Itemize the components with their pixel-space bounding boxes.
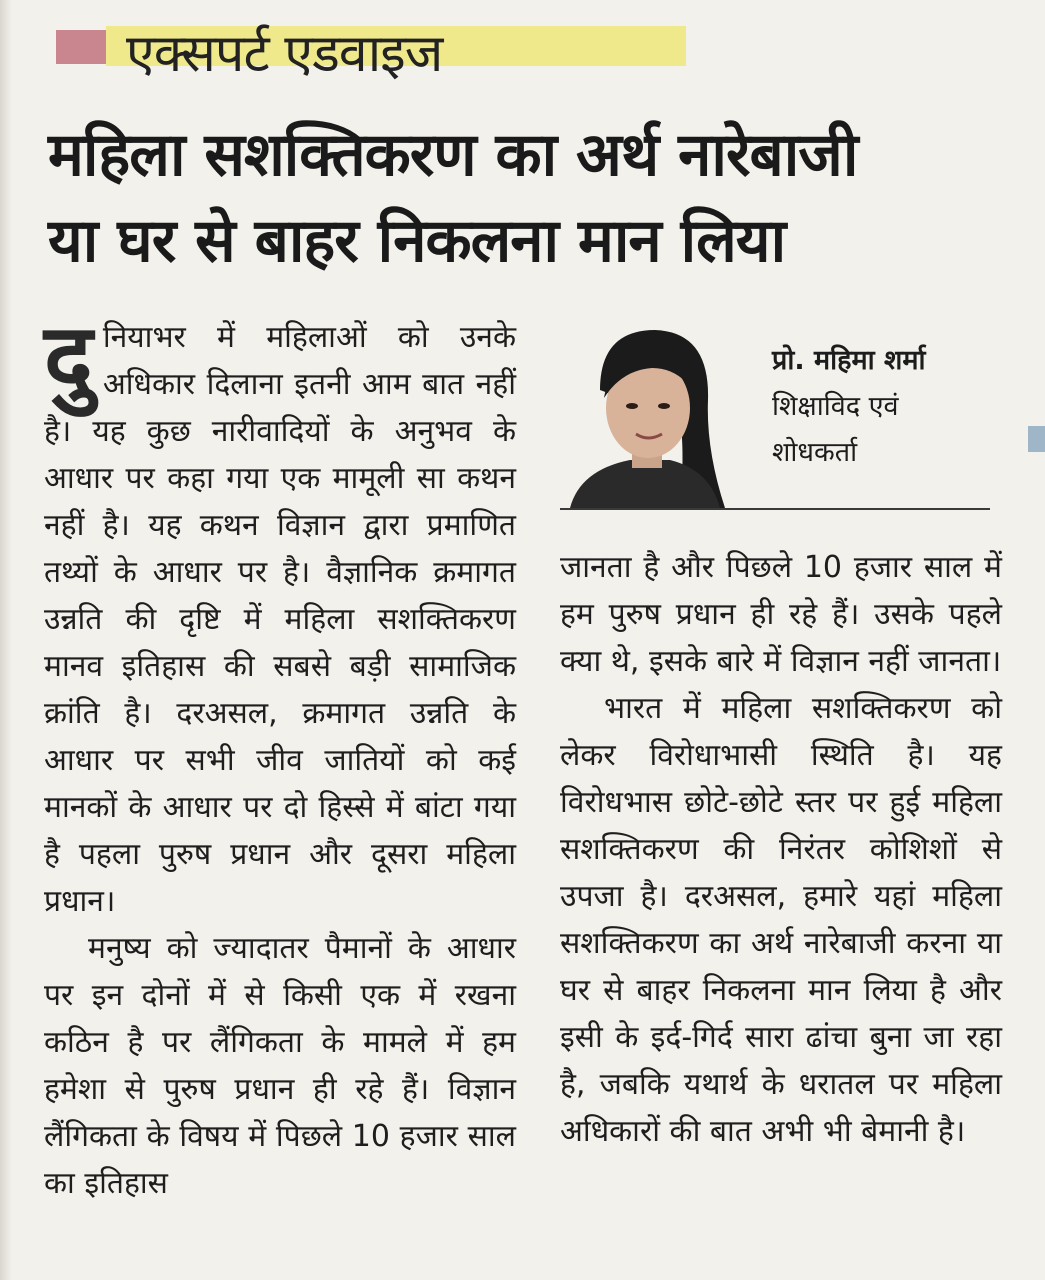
article-paragraph-1-text: नियाभर में महिलाओं को उनके अधिकार दिलाना इतनी आम बात नहीं है। यह कुछ नारीवादियों के अनुभव के आधार पर कहा गया एक मामूली सा कथन नहीं है। यह कथन विज्ञान द्वारा प्रमाणित तथ्यों के आधार पर है। वैज्ञानिक क्रमागत उन्नति की दृष्टि में महिला सशक्तिकरण मानव इतिहास की सबसे बड़ी सामाजिक क्रांति है। दरअसल, क्रमागत उन्नति के आधार पर सभी जीव जातियों को कई मानकों के आधार पर दो हिस्से में बांटा गया है पहला पुरुष प्रधान और दूसरा महिला प्रधान। <box>44 320 516 919</box>
article-column-left <box>44 304 516 1207</box>
headline-line-1: महिला सशक्तिकरण का अर्थ नारेबाजी <box>48 120 858 190</box>
headline-line-2: या घर से बाहर निकलना मान लिया <box>48 206 786 276</box>
headline <box>48 112 1008 284</box>
kicker-color-box <box>56 30 106 64</box>
author-role-line-1: शिक्षाविद एवं <box>772 391 899 422</box>
author-info <box>772 338 1012 476</box>
article-paragraph-2: मनुष्य को ज्यादातर पैमानों के आधार पर इन दोनों में से किसी एक में रखना कठिन है पर लैंगिकता के मामले में हम हमेशा से पुरुष प्रधान ही रहे हैं। विज्ञान लैंगिकता के विषय में पिछले 10 हजार साल का इतिहास <box>44 931 516 1201</box>
article-column-right <box>560 544 1002 1155</box>
author-divider-rule <box>560 508 990 510</box>
author-role-line-2: शोधकर्ता <box>772 437 858 468</box>
page-fold-shadow <box>0 0 12 1280</box>
author-portrait-illustration <box>560 320 730 508</box>
author-name: प्रो. महिमा शर्मा <box>772 345 926 376</box>
kicker-label: एक्सपर्ट एडवाइज <box>126 24 443 84</box>
author-photo <box>560 320 730 508</box>
article-paragraph-1 <box>44 304 516 925</box>
drop-cap: दु <box>44 304 93 411</box>
article-paragraph-3: जानता है और पिछले 10 हजार साल में हम पुरुष प्रधान ही रहे हैं। उसके पहले क्या थे, इसके बारे में विज्ञान नहीं जानता। <box>560 550 1002 679</box>
adjacent-clipping-edge <box>1028 426 1045 452</box>
article-paragraph-4: भारत में महिला सशक्तिकरण को लेकर विरोधाभासी स्थिति है। यह विरोधभास छोटे-छोटे स्तर पर हुई महिला सशक्तिकरण की निरंतर कोशिशों से उपजा है। दरअसल, हमारे यहां महिला सशक्तिकरण का अर्थ नारेबाजी करना या घर से बाहर निकलना मान लिया है और इसी के इर्द-गिर्द सारा ढांचा बुना जा रहा है, जबकि यथार्थ के धरातल पर महिला अधिकारों की बात अभी भी बेमानी है। <box>560 691 1002 1149</box>
